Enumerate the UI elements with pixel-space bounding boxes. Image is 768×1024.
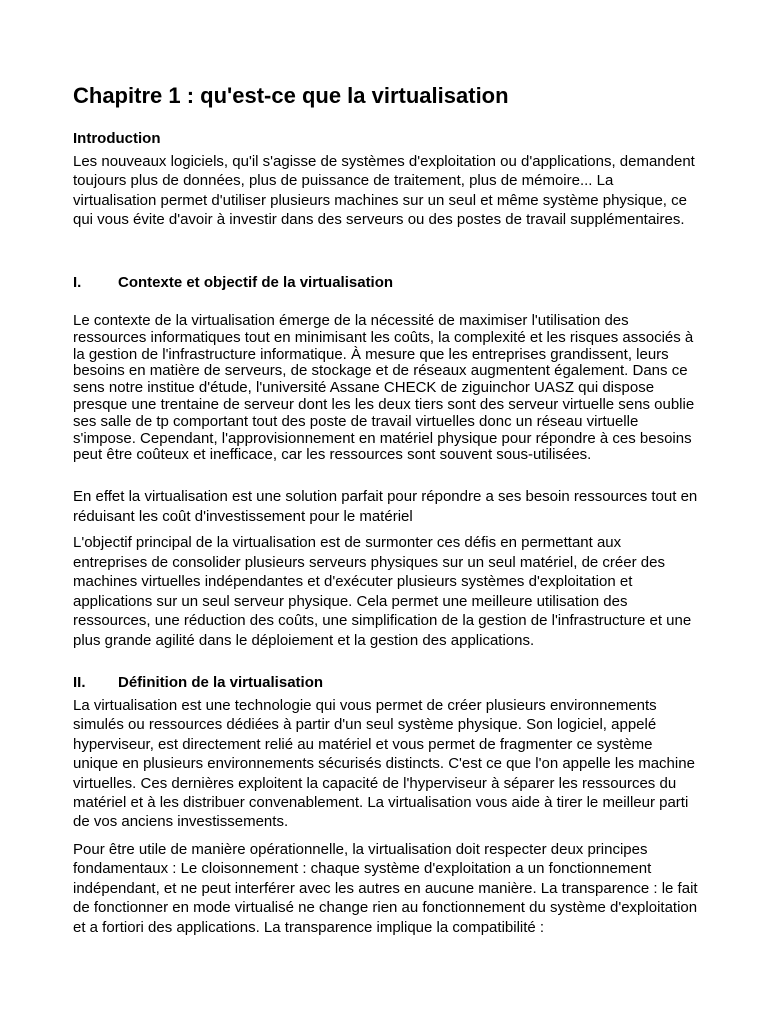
objective-paragraph: L'objectif principal de la virtualisation est de surmonter ces défis en permettant aux entreprises de consolider plusieurs serveurs physiques sur un seul matériel, de créer des machines virtuelles indépendantes et d'exécuter plusieurs systèmes d'exploitation et applications sur un seul serveur physique. Cela permet une meilleure utilisation des ressources, une réduction des coûts, une simplification de la gestion de l'infrastructure et une plus grande agilité dans le déploiement et la gestion des applications. bbox=[73, 534, 692, 649]
intro-paragraph: Les nouveaux logiciels, qu'il s'agisse de systèmes d'exploitation ou d'applications, demandent toujours plus de données, plus de puissance de traitement, plus de mémoire... La virtualisation permet d'utiliser plusieurs machines sur un seul et même système physique, ce qui vous évite d'avoir à investir dans des serveurs ou des postes de travail supplémentaires. bbox=[73, 153, 695, 229]
chapter-title: Chapitre 1 : qu'est-ce que la virtualisation bbox=[73, 83, 509, 108]
intro-heading: Introduction bbox=[73, 130, 161, 147]
section-2-number: II. bbox=[73, 674, 86, 691]
solution-paragraph: En effet la virtualisation est une solution parfait pour répondre a ses besoin ressources tout en réduisant les coût d'investissement pour le matériel bbox=[73, 488, 698, 525]
section-1-title: Contexte et objectif de la virtualisation bbox=[118, 274, 394, 291]
principles-paragraph: Pour être utile de manière opérationnelle, la virtualisation doit respecter deux principes fondamentaux : Le cloisonnement : chaque système d'exploitation a un fonctionnement indépendant, et ne peut interférer avec les autres en aucune manière. La transparence : le fait de fonctionner en mode virtualisé ne change rien au fonctionnement du système d'exploitation et a fortiori des applications. La transparence implique la compatibilité : bbox=[73, 841, 698, 936]
definition-paragraph: La virtualisation est une technologie qui vous permet de créer plusieurs environnements simulés ou ressources dédiées à partir d'un seul système physique. Son logiciel, appelé hyperviseur, est directement relié au matériel et vous permet de fragmenter ce système unique en plusieurs environnements sécurisés distincts. C'est ce que l'on appelle les machine virtuelles. Ces dernières exploitent la capacité de l'hyperviseur à séparer les ressources du matériel et à les distribuer convenablement. La virtualisation vous aide à tirer le meilleur parti de vos anciens investissements. bbox=[73, 697, 695, 831]
context-paragraph: Le contexte de la virtualisation émerge de la nécessité de maximiser l'utilisation des ressources informatiques tout en minimisant les coûts, la complexité et les risques associés à la gestion de l'infrastructure informatique. À mesure que les entreprises grandissent, leurs besoins en matière de serveurs, de stockage et de réseaux augmentent également. Dans ce sens notre institue d'étude, l'université Assane CHECK de ziguinchor UASZ qui dispose presque une trentaine de serveur dont les les deux tiers sont des serveur virtuelle sens oublie ses salle de tp comportant tout des poste de travail virtuelles donc un réseau virtuelle s'impose. Cependant, l'approvisionnement en matériel physique pour répondre à ces besoins peut être coûteux et inefficace, car les ressources sont souvent sous-utilisées. bbox=[73, 312, 695, 464]
section-1-number: I. bbox=[73, 274, 82, 291]
section-2-title: Définition de la virtualisation bbox=[118, 674, 324, 691]
